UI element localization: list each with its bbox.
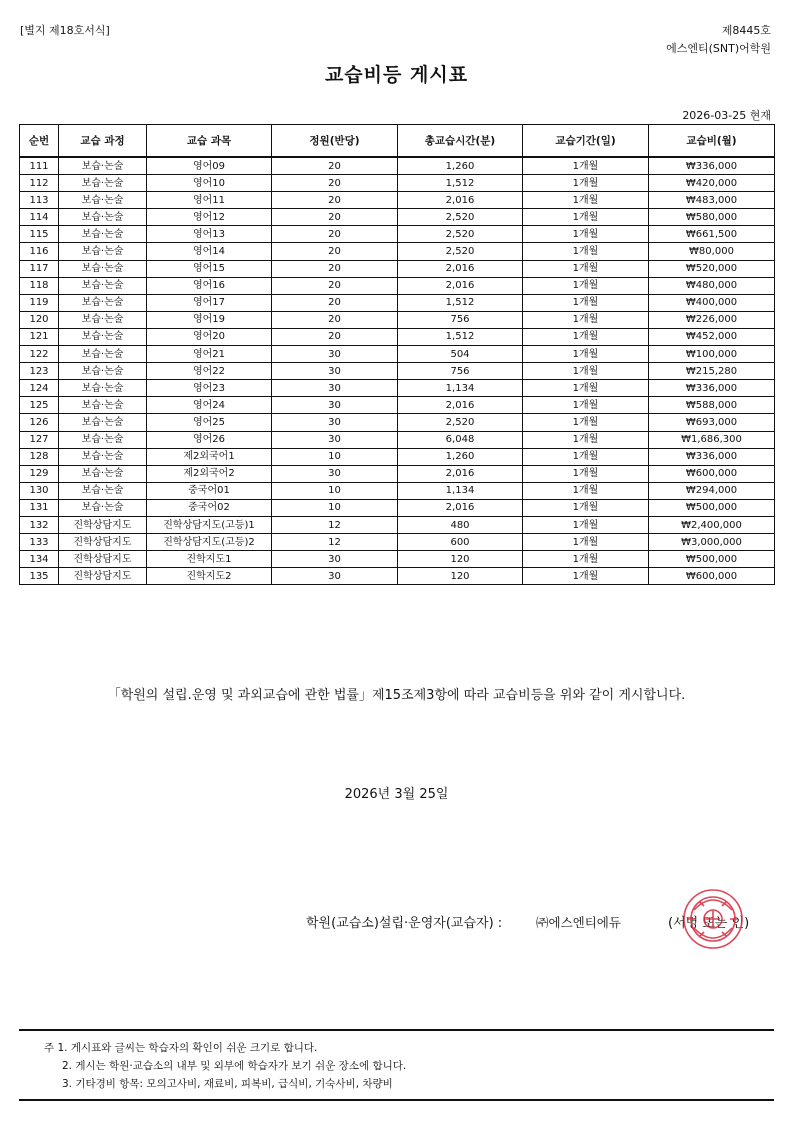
total-minutes-cell: 756 [398, 311, 523, 328]
total-minutes-cell: 1,512 [398, 294, 523, 311]
course-name-cell: 보습·논술 [59, 431, 147, 448]
subject-name-cell: 영어25 [147, 414, 272, 431]
capacity-cell: 20 [272, 243, 398, 260]
total-minutes-cell: 2,016 [398, 192, 523, 209]
total-minutes-cell: 1,134 [398, 482, 523, 499]
monthly-fee-cell: ₩226,000 [649, 311, 775, 328]
document-number: 제8445호 [721, 24, 771, 37]
row-number-cell: 132 [20, 516, 59, 533]
table-body [20, 157, 775, 585]
monthly-fee-cell: ₩500,000 [649, 499, 775, 516]
operator-label: 학원(교습소)설립·운영자(교습자) : [306, 916, 503, 931]
academy-name: 에스엔티(SNT)어학원 [666, 42, 771, 55]
table-header-row [20, 125, 775, 158]
course-name-cell: 보습·논술 [59, 175, 147, 192]
course-name-cell: 진학상담지도 [59, 516, 147, 533]
course-name-cell: 보습·논술 [59, 380, 147, 397]
row-number-cell: 133 [20, 534, 59, 551]
monthly-fee-cell: ₩1,686,300 [649, 431, 775, 448]
period-cell: 1개월 [523, 192, 649, 209]
capacity-cell: 20 [272, 311, 398, 328]
capacity-cell: 30 [272, 414, 398, 431]
column-header: 순번 [20, 125, 59, 158]
capacity-cell: 30 [272, 431, 398, 448]
row-number-cell: 112 [20, 175, 59, 192]
capacity-cell: 20 [272, 192, 398, 209]
row-number-cell: 128 [20, 448, 59, 465]
column-header: 교습기간(일) [523, 125, 649, 158]
total-minutes-cell: 2,520 [398, 414, 523, 431]
footer-divider-top [19, 1029, 774, 1031]
subject-name-cell: 영어26 [147, 431, 272, 448]
period-cell: 1개월 [523, 551, 649, 568]
table-row [20, 175, 775, 192]
row-number-cell: 125 [20, 397, 59, 414]
row-number-cell: 134 [20, 551, 59, 568]
subject-name-cell: 중국어01 [147, 482, 272, 499]
table-row [20, 397, 775, 414]
period-cell: 1개월 [523, 277, 649, 294]
subject-name-cell: 영어23 [147, 380, 272, 397]
monthly-fee-cell: ₩693,000 [649, 414, 775, 431]
capacity-cell: 20 [272, 175, 398, 192]
column-header: 교습 과목 [147, 125, 272, 158]
table-row [20, 260, 775, 277]
as-of-date: 2026-03-25 현재 [682, 109, 771, 122]
subject-name-cell: 영어12 [147, 209, 272, 226]
course-name-cell: 보습·논술 [59, 277, 147, 294]
row-number-cell: 114 [20, 209, 59, 226]
table-row [20, 516, 775, 533]
table-row [20, 311, 775, 328]
subject-name-cell: 영어24 [147, 397, 272, 414]
row-number-cell: 124 [20, 380, 59, 397]
total-minutes-cell: 1,512 [398, 328, 523, 345]
subject-name-cell: 영어19 [147, 311, 272, 328]
monthly-fee-cell: ₩500,000 [649, 551, 775, 568]
course-name-cell: 보습·논술 [59, 328, 147, 345]
course-name-cell: 진학상담지도 [59, 568, 147, 585]
monthly-fee-cell: ₩520,000 [649, 260, 775, 277]
period-cell: 1개월 [523, 226, 649, 243]
table-row [20, 414, 775, 431]
monthly-fee-cell: ₩420,000 [649, 175, 775, 192]
row-number-cell: 135 [20, 568, 59, 585]
subject-name-cell: 영어21 [147, 346, 272, 363]
monthly-fee-cell: ₩580,000 [649, 209, 775, 226]
course-name-cell: 진학상담지도 [59, 551, 147, 568]
course-name-cell: 보습·논술 [59, 346, 147, 363]
course-name-cell: 보습·논술 [59, 243, 147, 260]
monthly-fee-cell: ₩100,000 [649, 346, 775, 363]
period-cell: 1개월 [523, 380, 649, 397]
period-cell: 1개월 [523, 397, 649, 414]
monthly-fee-cell: ₩3,000,000 [649, 534, 775, 551]
capacity-cell: 30 [272, 551, 398, 568]
capacity-cell: 10 [272, 482, 398, 499]
subject-name-cell: 진학지도1 [147, 551, 272, 568]
monthly-fee-cell: ₩483,000 [649, 192, 775, 209]
monthly-fee-cell: ₩600,000 [649, 465, 775, 482]
table-row [20, 157, 775, 175]
capacity-cell: 20 [272, 277, 398, 294]
column-header: 정원(반당) [272, 125, 398, 158]
subject-name-cell: 영어15 [147, 260, 272, 277]
table-row [20, 499, 775, 516]
total-minutes-cell: 2,520 [398, 243, 523, 260]
subject-name-cell: 영어16 [147, 277, 272, 294]
table-row [20, 192, 775, 209]
period-cell: 1개월 [523, 294, 649, 311]
total-minutes-cell: 2,016 [398, 260, 523, 277]
course-name-cell: 보습·논술 [59, 226, 147, 243]
subject-name-cell: 중국어02 [147, 499, 272, 516]
course-name-cell: 보습·논술 [59, 209, 147, 226]
subject-name-cell: 영어11 [147, 192, 272, 209]
period-cell: 1개월 [523, 516, 649, 533]
course-name-cell: 보습·논술 [59, 397, 147, 414]
legal-notice: 「학원의 설립.운영 및 과외교습에 관한 법률」제15조제3항에 따라 교습비등을 위와 같이 게시합니다. [107, 688, 686, 703]
period-cell: 1개월 [523, 175, 649, 192]
table-row [20, 380, 775, 397]
capacity-cell: 20 [272, 157, 398, 175]
monthly-fee-cell: ₩452,000 [649, 328, 775, 345]
row-number-cell: 122 [20, 346, 59, 363]
total-minutes-cell: 120 [398, 551, 523, 568]
total-minutes-cell: 2,016 [398, 397, 523, 414]
capacity-cell: 12 [272, 534, 398, 551]
capacity-cell: 30 [272, 465, 398, 482]
subject-name-cell: 영어22 [147, 363, 272, 380]
row-number-cell: 118 [20, 277, 59, 294]
period-cell: 1개월 [523, 465, 649, 482]
subject-name-cell: 영어14 [147, 243, 272, 260]
row-number-cell: 121 [20, 328, 59, 345]
period-cell: 1개월 [523, 431, 649, 448]
subject-name-cell: 진학지도2 [147, 568, 272, 585]
period-cell: 1개월 [523, 534, 649, 551]
row-number-cell: 117 [20, 260, 59, 277]
capacity-cell: 30 [272, 568, 398, 585]
row-number-cell: 126 [20, 414, 59, 431]
table-row [20, 294, 775, 311]
operator-name: ㈜에스엔티에듀 [536, 915, 621, 930]
table-row [20, 448, 775, 465]
row-number-cell: 123 [20, 363, 59, 380]
row-number-cell: 131 [20, 499, 59, 516]
period-cell: 1개월 [523, 243, 649, 260]
total-minutes-cell: 1,260 [398, 157, 523, 175]
capacity-cell: 20 [272, 209, 398, 226]
monthly-fee-cell: ₩588,000 [649, 397, 775, 414]
total-minutes-cell: 2,520 [398, 226, 523, 243]
course-name-cell: 보습·논술 [59, 448, 147, 465]
table-row [20, 482, 775, 499]
monthly-fee-cell: ₩336,000 [649, 448, 775, 465]
course-name-cell: 보습·논술 [59, 363, 147, 380]
total-minutes-cell: 2,016 [398, 277, 523, 294]
row-number-cell: 113 [20, 192, 59, 209]
course-name-cell: 보습·논술 [59, 192, 147, 209]
form-label: [별지 제18호서식] [20, 24, 110, 37]
total-minutes-cell: 6,048 [398, 431, 523, 448]
total-minutes-cell: 756 [398, 363, 523, 380]
capacity-cell: 30 [272, 363, 398, 380]
capacity-cell: 30 [272, 380, 398, 397]
row-number-cell: 119 [20, 294, 59, 311]
total-minutes-cell: 480 [398, 516, 523, 533]
page-title: 교습비등 게시표 [324, 64, 469, 86]
course-name-cell: 보습·논술 [59, 414, 147, 431]
table-row [20, 363, 775, 380]
total-minutes-cell: 600 [398, 534, 523, 551]
total-minutes-cell: 1,134 [398, 380, 523, 397]
subject-name-cell: 영어13 [147, 226, 272, 243]
course-name-cell: 보습·논술 [59, 260, 147, 277]
table-row [20, 328, 775, 345]
capacity-cell: 30 [272, 397, 398, 414]
total-minutes-cell: 2,016 [398, 465, 523, 482]
company-seal-stamp [682, 888, 744, 950]
monthly-fee-cell: ₩400,000 [649, 294, 775, 311]
row-number-cell: 115 [20, 226, 59, 243]
period-cell: 1개월 [523, 499, 649, 516]
table-row [20, 568, 775, 585]
column-header: 총교습시간(분) [398, 125, 523, 158]
subject-name-cell: 제2외국어1 [147, 448, 272, 465]
row-number-cell: 129 [20, 465, 59, 482]
capacity-cell: 20 [272, 294, 398, 311]
subject-name-cell: 영어17 [147, 294, 272, 311]
monthly-fee-cell: ₩80,000 [649, 243, 775, 260]
monthly-fee-cell: ₩480,000 [649, 277, 775, 294]
signature-label: (서명 또는 인) [668, 916, 750, 931]
capacity-cell: 20 [272, 260, 398, 277]
total-minutes-cell: 1,260 [398, 448, 523, 465]
footnote-2: 2. 게시는 학원·교습소의 내부 및 외부에 학습자가 보기 쉬운 장소에 합니다. [62, 1060, 407, 1072]
capacity-cell: 20 [272, 226, 398, 243]
period-cell: 1개월 [523, 448, 649, 465]
period-cell: 1개월 [523, 157, 649, 175]
monthly-fee-cell: ₩661,500 [649, 226, 775, 243]
course-name-cell: 보습·논술 [59, 465, 147, 482]
total-minutes-cell: 2,520 [398, 209, 523, 226]
footnote-3: 3. 기타경비 항목: 모의고사비, 재료비, 피복비, 급식비, 기숙사비, 차량비 [62, 1078, 393, 1090]
table-row [20, 465, 775, 482]
monthly-fee-cell: ₩294,000 [649, 482, 775, 499]
table-row [20, 243, 775, 260]
row-number-cell: 116 [20, 243, 59, 260]
row-number-cell: 127 [20, 431, 59, 448]
period-cell: 1개월 [523, 346, 649, 363]
posting-date: 2026년 3월 25일 [344, 787, 449, 802]
subject-name-cell: 진학상담지도(고등)2 [147, 534, 272, 551]
period-cell: 1개월 [523, 482, 649, 499]
period-cell: 1개월 [523, 260, 649, 277]
course-name-cell: 보습·논술 [59, 311, 147, 328]
period-cell: 1개월 [523, 414, 649, 431]
period-cell: 1개월 [523, 209, 649, 226]
total-minutes-cell: 504 [398, 346, 523, 363]
monthly-fee-cell: ₩600,000 [649, 568, 775, 585]
table-row [20, 346, 775, 363]
table-row [20, 209, 775, 226]
capacity-cell: 12 [272, 516, 398, 533]
table-row [20, 551, 775, 568]
monthly-fee-cell: ₩336,000 [649, 380, 775, 397]
footer-divider-bottom [19, 1099, 774, 1101]
period-cell: 1개월 [523, 311, 649, 328]
monthly-fee-cell: ₩215,280 [649, 363, 775, 380]
total-minutes-cell: 1,512 [398, 175, 523, 192]
row-number-cell: 120 [20, 311, 59, 328]
period-cell: 1개월 [523, 328, 649, 345]
subject-name-cell: 진학상담지도(고등)1 [147, 516, 272, 533]
course-name-cell: 보습·논술 [59, 294, 147, 311]
course-name-cell: 보습·논술 [59, 157, 147, 175]
subject-name-cell: 영어09 [147, 157, 272, 175]
subject-name-cell: 영어20 [147, 328, 272, 345]
footnote-1: 주 1. 게시표와 글씨는 학습자의 확인이 쉬운 크기로 합니다. [44, 1042, 318, 1054]
monthly-fee-cell: ₩2,400,000 [649, 516, 775, 533]
capacity-cell: 30 [272, 346, 398, 363]
course-name-cell: 진학상담지도 [59, 534, 147, 551]
monthly-fee-cell: ₩336,000 [649, 157, 775, 175]
capacity-cell: 20 [272, 328, 398, 345]
tuition-fee-table [19, 124, 775, 585]
subject-name-cell: 영어10 [147, 175, 272, 192]
row-number-cell: 111 [20, 157, 59, 175]
period-cell: 1개월 [523, 363, 649, 380]
period-cell: 1개월 [523, 568, 649, 585]
total-minutes-cell: 2,016 [398, 499, 523, 516]
table-row [20, 277, 775, 294]
table-row [20, 534, 775, 551]
table-row [20, 431, 775, 448]
row-number-cell: 130 [20, 482, 59, 499]
course-name-cell: 보습·논술 [59, 499, 147, 516]
subject-name-cell: 제2외국어2 [147, 465, 272, 482]
course-name-cell: 보습·논술 [59, 482, 147, 499]
capacity-cell: 10 [272, 448, 398, 465]
table-row [20, 226, 775, 243]
capacity-cell: 10 [272, 499, 398, 516]
column-header: 교습 과정 [59, 125, 147, 158]
column-header: 교습비(월) [649, 125, 775, 158]
total-minutes-cell: 120 [398, 568, 523, 585]
